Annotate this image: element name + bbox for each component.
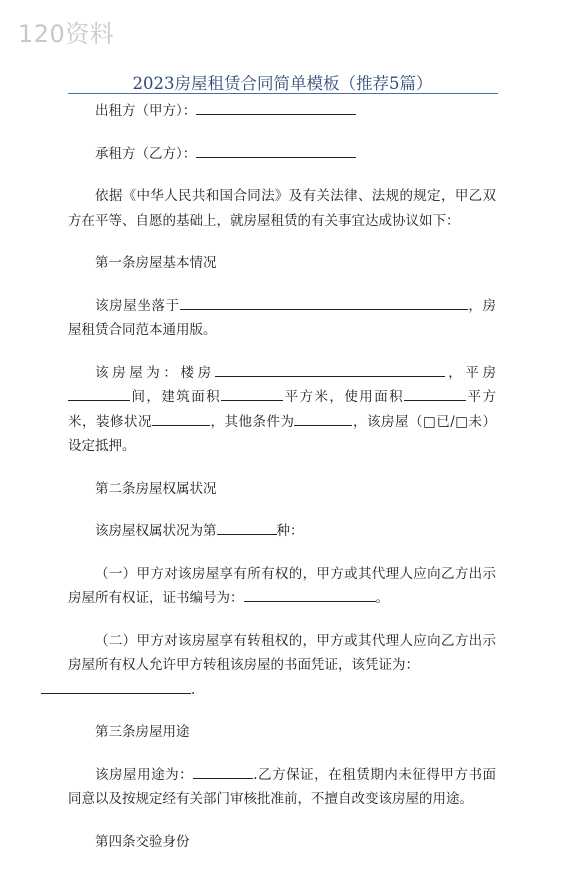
lessee-blank [196, 142, 356, 158]
desc-text-a: 该房屋为：楼房 [95, 364, 215, 381]
building-area-blank [221, 385, 283, 401]
article-4-heading: 第四条交验身份 [95, 833, 190, 850]
clause-1-text: （一）甲方对该房屋享有所有权的，甲方或其代理人应向乙方出示房屋所有权证，证书编号为： [68, 565, 496, 606]
kind-text-b: 种： [276, 523, 304, 539]
floor-blank [215, 361, 445, 377]
conditions-blank [294, 410, 352, 426]
decoration-blank [152, 410, 210, 426]
proof-blank [41, 678, 191, 694]
clause-2-text: （二）甲方对该房屋享有转租权的，甲方或其代理人应向乙方出示房屋所有权人允许甲方转租该房屋的书面凭证，该凭证为： [68, 632, 496, 673]
usable-area-blank [404, 385, 466, 401]
document-body [68, 99, 496, 872]
usage-text-a: 该房屋用途为： [95, 766, 194, 783]
kind-text-a: 该房屋权属状况为第 [95, 523, 217, 539]
article-2-heading: 第二条房屋权属状况 [95, 480, 217, 497]
intro-paragraph: 依据《中华人民共和国合同法》及有关法律、法规的规定，甲乙双方在平等、自愿的基础上，就房屋租赁的有关事宜达成协议如下： [68, 188, 496, 229]
location-blank [180, 294, 468, 310]
lessor-label: 出租方（甲方）： [95, 103, 197, 119]
lessee-line [68, 142, 496, 167]
desc-text-b: ，平房 [444, 364, 497, 381]
watermark: 120资料 [18, 20, 115, 48]
desc-text-d: 平方米，使用面积 [283, 389, 405, 405]
location-paragraph [68, 294, 496, 343]
location-text-a: 该房屋坐落于 [95, 297, 180, 314]
article-3-heading: 第三条房屋用途 [95, 724, 190, 740]
desc-text-f: ，其他条件为 [209, 413, 295, 430]
clause-1-end: 。 [375, 590, 389, 606]
certificate-number-blank [244, 586, 376, 602]
location-text-b: ，房屋租赁合同范本通用版。 [68, 297, 496, 338]
rooms-blank [68, 385, 130, 401]
usage-paragraph [68, 763, 496, 812]
usage-blank [193, 763, 253, 779]
ownership-clause-2 [68, 629, 496, 703]
ownership-clause-1 [68, 562, 496, 611]
ownership-kind-paragraph [68, 519, 496, 544]
desc-text-e: 平方米，装修状况 [68, 389, 497, 430]
lessor-blank [196, 99, 356, 115]
article-1-heading: 第一条房屋基本情况 [95, 255, 217, 271]
desc-text-g: ，该房屋（□已/□未）设定抵押。 [68, 413, 496, 454]
kind-blank [217, 519, 277, 535]
clause-2-end: . [191, 681, 196, 698]
desc-text-c: 间，建筑面积 [130, 389, 222, 405]
document-title: 2023房屋租赁合同简单模板（推荐5篇） [132, 74, 433, 93]
usage-text-b: .乙方保证，在租赁期内未征得甲方书面同意以及按规定经有关部门审核批准前，不擅自改变该房屋的用途。 [68, 766, 497, 807]
title-underline [68, 93, 498, 94]
description-paragraph [68, 361, 496, 459]
lessor-line [68, 99, 496, 124]
lessee-label: 承租方（乙方）： [95, 145, 197, 162]
